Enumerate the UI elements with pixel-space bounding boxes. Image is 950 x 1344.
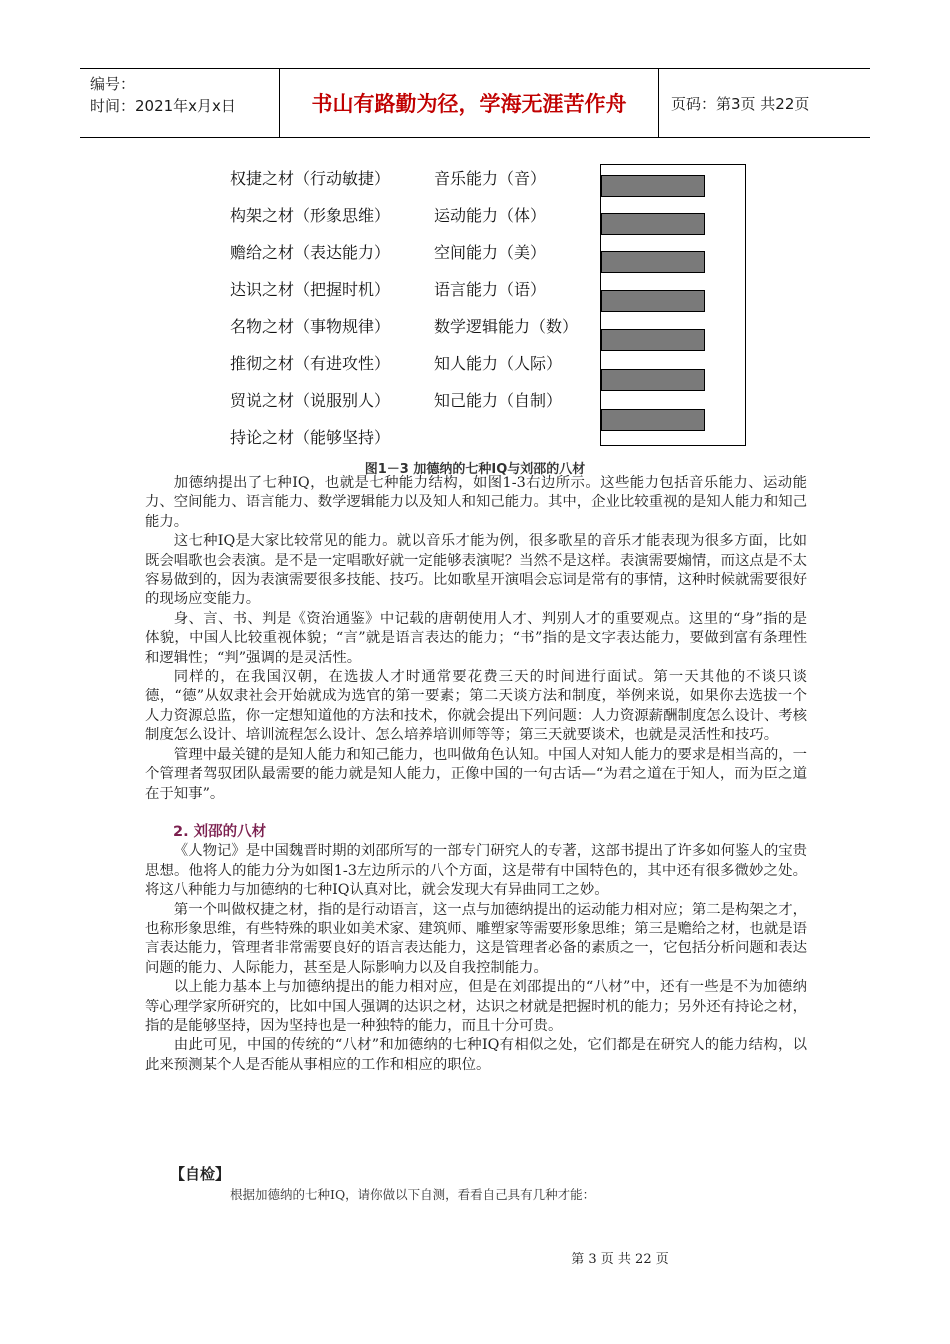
talent-item: 贸说之材（说服别人）: [230, 391, 391, 410]
paragraph: 加德纳提出了七种IQ，也就是七种能力结构，如图1-3右边所示。这些能力包括音乐能力、运动能力、空间能力、语言能力、数学逻辑能力以及知人和知己能力。其中，企业比较重视的是知人能力和知己能力。: [145, 475, 807, 530]
talent-item: 权捷之材（行动敏捷）: [230, 169, 391, 188]
header-meta: [80, 69, 280, 137]
paragraph: 《人物记》是中国魏晋时期的刘邵所写的一部专门研究人的专著，这部书提出了许多如何鉴人的宝贵思想。他将人的能力分为如图1-3左边所示的八个方面，这是带有中国特色的，其中还有很多微妙之处。将这八种能力与加德纳的七种IQ认真对比，就会发现大有异曲同工之妙。: [145, 843, 807, 899]
header-page-label: 页码：第3页 共22页: [671, 94, 810, 113]
iq-item: 音乐能力（音）: [434, 169, 547, 188]
iq-item: 运动能力（体）: [434, 206, 547, 225]
iq-bar: [601, 369, 705, 391]
page-header: [80, 68, 870, 138]
talent-item: 名物之材（事物规律）: [230, 317, 391, 336]
paragraph: 第一个叫做权捷之材，指的是行动语言，这一点与加德纳提出的运动能力相对应；第二是构架之才，也称形象思维，有些特殊的职业如美术家、建筑师、雕塑家等需要形象思维；第三是赡给之材，也就是语言表达能力，管理者非常需要良好的语言表达能力，这是管理者必备的素质之一，它包括分析问题和表达问题的能力、人际能力，甚至是人际影响力以及自我控制能力。: [145, 901, 807, 976]
iq-bar: [601, 329, 705, 351]
paragraph: 以上能力基本上与加德纳提出的能力相对应，但是在刘邵提出的“八材”中，还有一些是不为加德纳等心理学家所研究的，比如中国人强调的达识之材，达识之材就是把握时机的能力；另外还有持论之材，指的是能够坚持，因为坚持也是一种独特的能力，而且十分可贵。: [145, 979, 807, 1034]
header-motto: 书山有路勤为径，学海无涯苦作舟: [280, 69, 659, 137]
date-label: 时间：2021年x月x日: [90, 97, 236, 115]
eight-talents-list: [230, 160, 390, 456]
selfcheck-text: 根据加德纳的七种IQ，请你做以下自测，看看自己具有几种才能：: [230, 1187, 596, 1202]
iq-bar: [601, 290, 705, 312]
iq-bar-box: [600, 164, 746, 446]
talent-item: 推彻之材（有进攻性）: [230, 354, 391, 373]
figure-1-3: [228, 160, 748, 460]
talent-item: 达识之材（把握时机）: [230, 280, 391, 299]
paragraph: 由此可见，中国的传统的“八材”和加德纳的七种IQ有相似之处，它们都是在研究人的能力结构，以此来预测某个人是否能从事相应的工作和相应的职位。: [145, 1037, 807, 1073]
paragraph: 身、言、书、判是《资治通鉴》中记载的唐朝使用人才、判别人才的重要观点。这里的“身”指的是体貌，中国人比较重视体貌；“言”就是语言表达的能力；“书”指的是文字表达能力，要做到富有条理性和逻辑性；“判”强调的是灵活性。: [145, 610, 807, 666]
iq-item: 空间能力（美）: [434, 243, 547, 262]
iq-bar: [601, 409, 705, 431]
talent-item: 构架之材（形象思维）: [230, 206, 391, 225]
figure-caption: 图1－3 加德纳的七种IQ与刘邵的八材: [364, 462, 586, 477]
seven-iq-list: [434, 160, 578, 419]
iq-bar: [601, 251, 705, 273]
paragraph: 这七种IQ是大家比较常见的能力。就以音乐才能为例，很多歌星的音乐才能表现为很多方面，比如既会唱歌也会表演。是不是一定唱歌好就一定能够表演呢？当然不是这样。表演需要煽情，而这点是不太容易做到的，因为表演需要很多技能、技巧。比如歌星开演唱会忘词是常有的事情，这种时候就需要很好的现场应变能力。: [145, 533, 807, 608]
body-text: [145, 474, 807, 1075]
number-label: 编号：: [90, 75, 136, 93]
iq-item: 知己能力（自制）: [434, 391, 563, 410]
selfcheck-title: 【自检】: [170, 1165, 231, 1183]
iq-item: 知人能力（人际）: [434, 354, 563, 373]
section-title: 2. 刘邵的八材: [173, 823, 267, 840]
iq-item: 语言能力（语）: [434, 280, 547, 299]
paragraph: 管理中最关键的是知人能力和知己能力，也叫做角色认知。中国人对知人能力的要求是相当高的，一个管理者驾驭团队最需要的能力就是知人能力，正像中国的一句古话—“为君之道在于知人，而为臣之道在于知事”。: [145, 746, 807, 802]
page-footer: 第 3 页 共 22 页: [571, 1252, 669, 1267]
iq-bar: [601, 213, 705, 235]
paragraph: 同样的，在我国汉朝，在选拔人才时通常要花费三天的时间进行面试。第一天其他的不谈只谈德，“德”从奴隶社会开始就成为选官的第一要素；第二天谈方法和制度，举例来说，如果你去选拔一个人力资源总监，你一定想知道他的方法和技术，你就会提出下列问题：人力资源薪酬制度怎么设计、考核制度怎么设计、培训流程怎么设计、怎么培养培训师等等；第三天就要谈术，也就是灵活性和技巧。: [145, 669, 807, 744]
iq-bar: [601, 175, 705, 197]
iq-item: 数学逻辑能力（数）: [434, 317, 579, 336]
talent-item: 赡给之材（表达能力）: [230, 243, 391, 262]
talent-item: 持论之材（能够坚持）: [230, 428, 391, 447]
